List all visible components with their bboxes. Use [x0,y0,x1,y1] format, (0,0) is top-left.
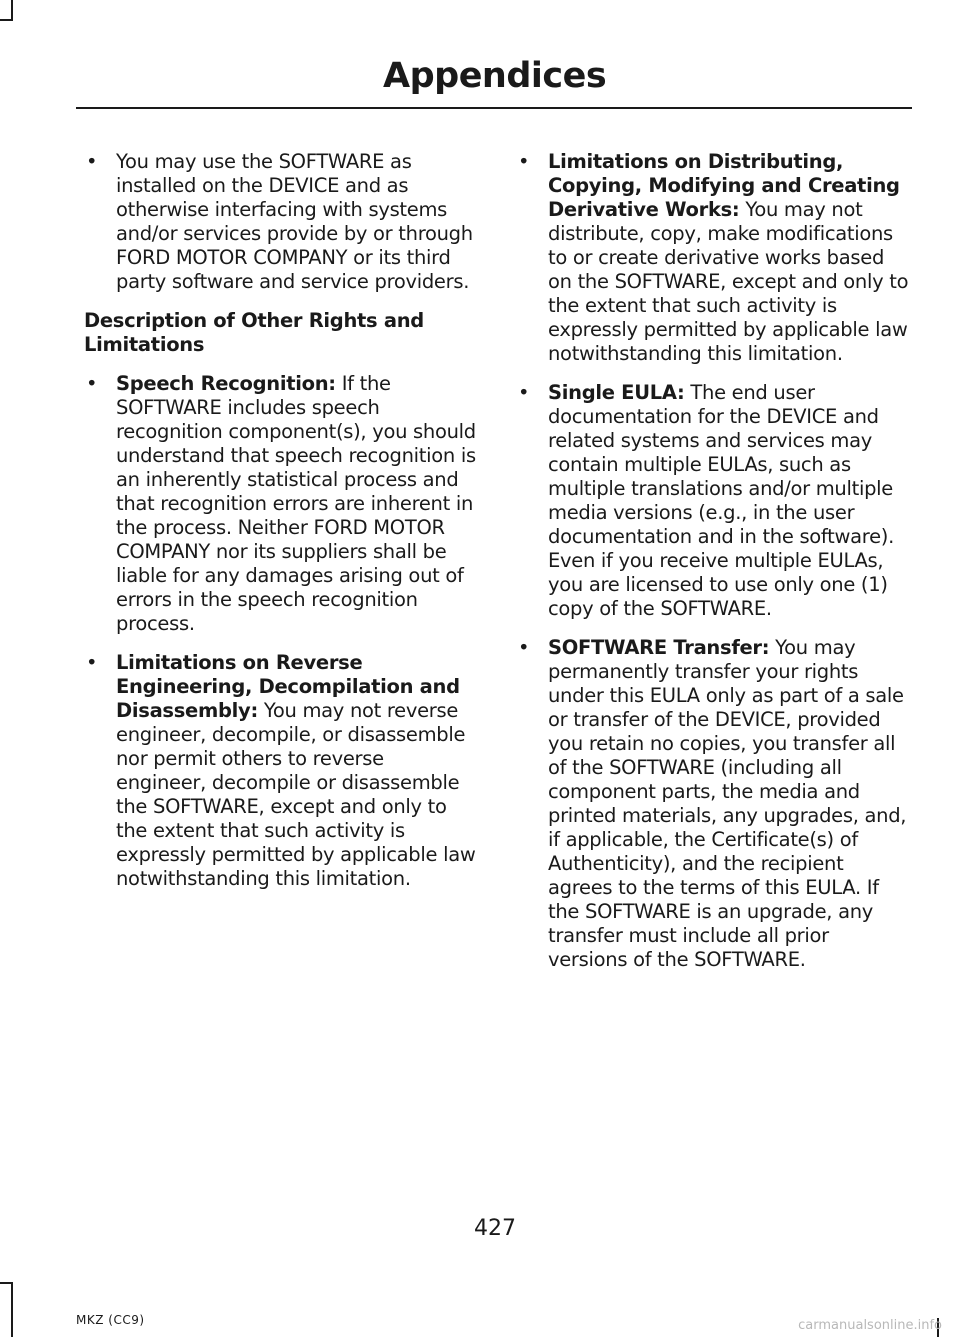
left-column [84,150,478,906]
item-title: Limitations on Reverse Engineering, Decompilation and Disassembly: [116,651,460,722]
crop-mark-top-left-h [0,19,13,21]
crop-mark-bottom-left-h [0,1282,13,1284]
bullet: • [86,150,98,173]
bullet: • [518,636,530,659]
page-title: Appendices [383,56,607,96]
header-rule [76,107,912,109]
item-text: You may not distribute, copy, make modifications to or create derivative works based on the SOFTWARE, except and only to the extent that such activity is expressly permitted by applicable law notwithstanding this limitation. [548,198,909,365]
watermark: carmanualsonline.info [798,1318,942,1333]
list-item [84,372,478,636]
section-heading: Description of Other Rights and Limitations [84,309,424,356]
item-title: Limitations on Distributing, Copying, Modifying and Creating Derivative Works: [548,150,900,221]
crop-mark-top-left-v [11,0,13,20]
list-item [516,150,910,366]
list-item [84,150,478,294]
right-column [516,150,910,987]
bullet: • [518,150,530,173]
item-text: You may use the SOFTWARE as installed on the DEVICE and as otherwise interfacing with systems and/or services provide by or through FORD MOTOR COMPANY or its third party software and service providers. [116,150,473,293]
bullet: • [86,372,98,395]
item-text: If the SOFTWARE includes speech recognition component(s), you should understand that speech recognition is an inherently statistical process and that recognition errors are inherent in the process. Neither FORD MOTOR COMPANY nor its suppliers shall be liable for any damages arising out of errors in the speech recognition process. [116,372,476,635]
list-item [84,651,478,891]
item-title: SOFTWARE Transfer: [548,636,770,659]
list-item [516,381,910,621]
item-text: The end user documentation for the DEVICE and related systems and services may contain multiple EULAs, such as multiple translations and/or multiple media versions (e.g., in the user documentation and in the software). Even if you receive multiple EULAs, you are licensed to use only one (1) copy of the SOFTWARE. [548,381,894,620]
bullet: • [86,651,98,674]
crop-mark-bottom-left-v [11,1282,13,1337]
item-title: Speech Recognition: [116,372,336,395]
item-title: Single EULA: [548,381,685,404]
bullet: • [518,381,530,404]
list-item [516,636,910,972]
item-text: You may not reverse engineer, decompile, or disassemble nor permit others to reverse engineer, decompile or disassemble the SOFTWARE, except and only to the extent that such activity is expressly permitted by applicable law notwithstanding this limitation. [116,699,476,890]
item-text: You may permanently transfer your rights under this EULA only as part of a sale or transfer of the DEVICE, provided you retain no copies, you transfer all of the SOFTWARE (including all component parts, the media and printed materials, any upgrades, and, if applicable, the Certificate(s) of Authenticity), and the recipient agrees to the terms of this EULA. If the SOFTWARE is an upgrade, any transfer must include all prior versions of the SOFTWARE. [548,636,907,971]
footer-code: MKZ (CC9) [76,1313,145,1327]
page-number: 427 [474,1216,516,1241]
